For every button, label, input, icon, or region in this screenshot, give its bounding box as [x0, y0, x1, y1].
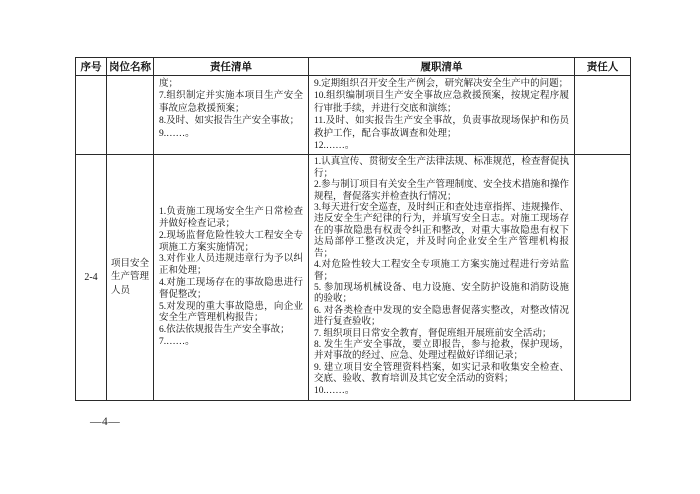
duty-item: 1.认真宣传、贯彻安全生产法律法规、标准规范，检查督促执行； — [314, 157, 569, 179]
cell-responsible-person — [575, 155, 631, 401]
duty-item: 2.参与制订项目有关安全生产管理制度、安全技术措施和操作规程，督促落实并检查执行情况； — [314, 180, 569, 202]
responsibility-item: 9.……。 — [159, 128, 195, 139]
cell-seq — [76, 76, 107, 155]
responsibility-item: 8.及时、如实报告生产安全事故； — [159, 116, 300, 127]
col-header-duty: 履职清单 — [309, 58, 575, 76]
duty-item: 11.及时、如实报告生产安全事故，负责事故现场保护和伤员救护工作，配合事故调查和处理； — [314, 116, 569, 139]
duty-item: 8. 发生生产安全事故，要立即报告，参与抢救，保护现场，并对事故的经过、应急、处理过程做好详细记录； — [314, 339, 569, 362]
responsibility-item: 7.……。 — [159, 336, 195, 347]
responsibility-item: 1.负责施工现场安全生产日常检查并做好检查记录； — [159, 207, 303, 229]
responsibility-item: 度； — [159, 79, 179, 89]
cell-responsible-person — [575, 76, 631, 155]
duty-item: 3.每天进行安全巡查，及时纠正和查处违章指挥、违规操作、违反安全生产纪律的行为，并填写安全日志。对施工现场存在的事故隐患有权责令纠正和整改，对重大事故隐患有权下达局部停工整改决定，并及时向企业安全生产管理机构报告； — [314, 203, 569, 259]
responsibility-item: 4.对施工现场存在的事故隐患进行督促整改； — [159, 277, 303, 300]
responsibility-item: 7.组织制定并实施本项目生产安全事故应急救援预案； — [159, 91, 303, 114]
responsibility-item: 3.对作业人员违规违章行为予以纠正和处理； — [159, 254, 303, 277]
table-header-row — [76, 58, 631, 76]
col-header-person: 责任人 — [575, 58, 631, 76]
responsibility-table — [75, 57, 631, 401]
responsibility-item: 5.对发现的重大事故隐患，向企业安全生产管理机构报告； — [159, 301, 303, 324]
cell-responsibility-list — [154, 76, 309, 155]
duty-item: 4.对危险性较大工程安全专项施工方案实施过程进行旁站监督； — [314, 260, 569, 282]
responsibility-item: 2.现场监督危险性较大工程安全专项施工方案实施情况； — [159, 230, 303, 253]
col-header-position: 岗位名称 — [107, 58, 154, 76]
table-row-2-4 — [76, 155, 631, 401]
col-header-responsibility: 责任清单 — [154, 58, 309, 76]
duty-item: 6. 对各类检查中发现的安全隐患督促落实整改，对整改情况进行复查验收； — [314, 305, 569, 328]
cell-position: 项目安全生产管理人员 — [107, 155, 154, 401]
duty-item: 5. 参加现场机械设备、电力设施、安全防护设施和消防设施的验收； — [314, 282, 569, 305]
duty-item: 12.……。 — [314, 141, 355, 152]
page-number: —4— — [90, 416, 121, 428]
cell-responsibility-list — [154, 155, 309, 401]
duty-item: 7. 组织项目日常安全教育，督促班组开展班前安全活动； — [314, 328, 552, 339]
cell-duty-list — [309, 155, 575, 401]
responsibility-item: 6.依法依规报告生产安全事故； — [159, 325, 290, 336]
cell-duty-list — [309, 76, 575, 155]
table-row-continuation — [76, 76, 631, 155]
duty-item: 9.定期组织召开安全生产例会，研究解决安全生产中的问题； — [314, 79, 569, 89]
cell-seq: 2-4 — [76, 155, 107, 401]
duty-item: 10.组织编制项目生产安全事故应急救援预案，按规定程序履行审批手续，并进行交底和演练； — [314, 91, 569, 114]
duty-item: 10.……。 — [314, 385, 355, 396]
cell-position — [107, 76, 154, 155]
duty-item: 9. 建立项目安全管理资料档案，如实记录和收集安全检查、交底、验收、教育培训及其它安全活动的资料； — [314, 362, 569, 385]
col-header-seq: 序号 — [76, 58, 107, 76]
